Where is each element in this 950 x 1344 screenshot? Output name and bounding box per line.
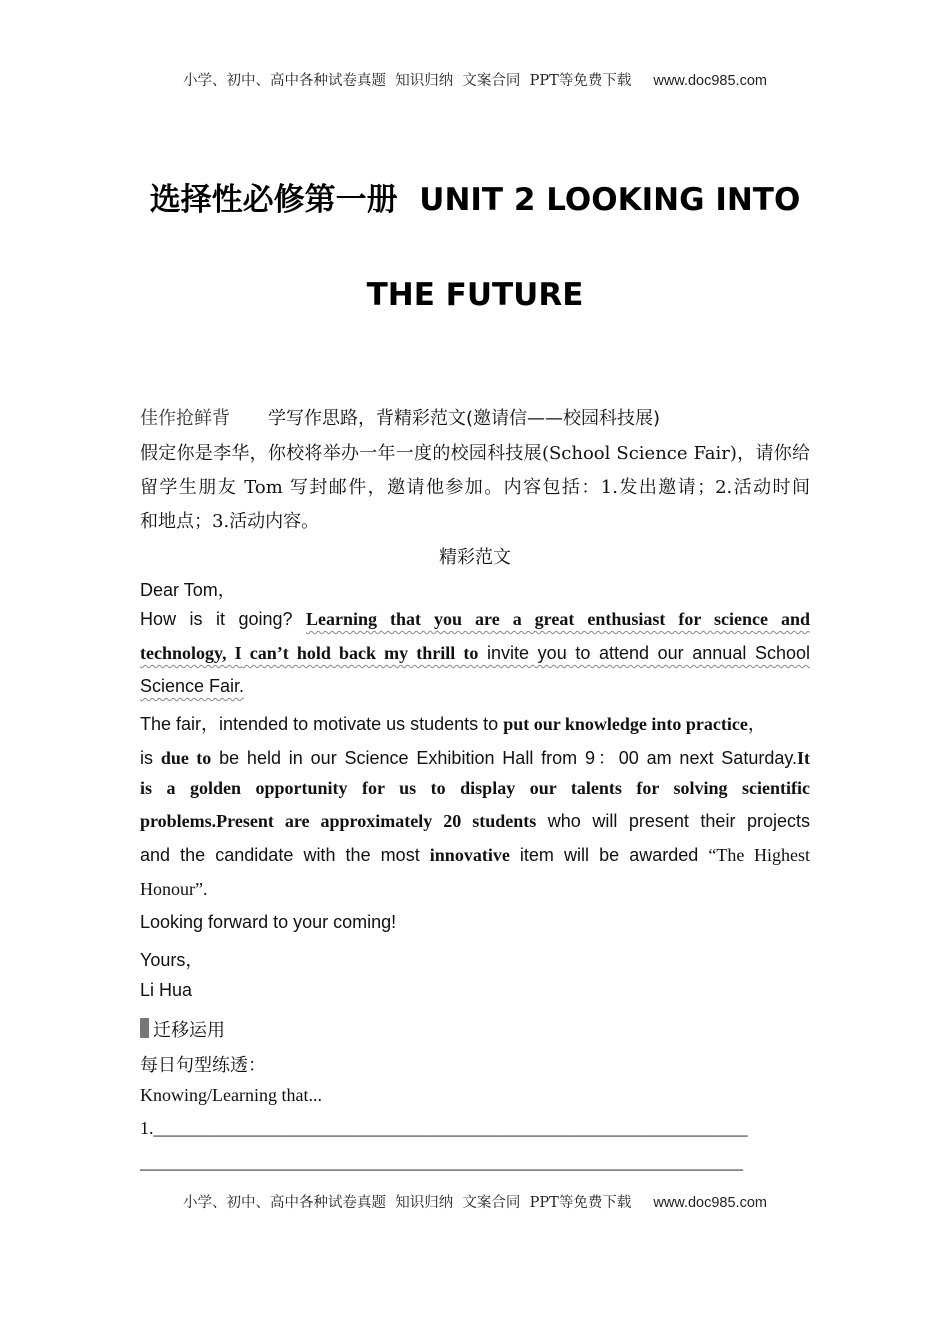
letter-p1-line-3	[140, 676, 810, 697]
task-line-3: 和地点；3.活动内容。	[140, 511, 320, 532]
text-run: and the candidate with the most	[140, 845, 430, 865]
sample-label: 精彩范文	[439, 547, 511, 568]
task-line-2: 留学生朋友 Tom 写封邮件，邀请他参加。内容包括：1.发出邀请；2.活动时间	[140, 477, 810, 498]
highlight-phrase: It	[797, 748, 811, 768]
letter-p2-line-3: is a golden opportunity for us to display our talents for solving scientific	[140, 778, 810, 798]
text-run: How is it going?	[140, 609, 307, 629]
text-run: Science Fair.	[140, 676, 245, 696]
letter-p2-line-4	[140, 811, 810, 832]
footer-text: 小学、初中、高中各种试卷真题 知识归纳 文案合同 PPT等免费下载	[183, 1195, 632, 1211]
practice-heading: 迁移运用	[153, 1020, 225, 1041]
title-line-2: THE FUTURE	[366, 277, 584, 313]
text-run: item will be awarded	[509, 845, 709, 865]
letter-signoff: Yours，	[140, 950, 204, 970]
text-run: who will present their projects	[536, 811, 810, 831]
practice-heading-row	[140, 1016, 810, 1042]
header-site-link[interactable]: www.doc985.com	[653, 73, 767, 89]
practice-item-1-continued: ___________________________________________________________________	[140, 1152, 743, 1172]
highlight-phrase: problems.Present are approximately 20 students	[140, 811, 537, 831]
footer-site-link[interactable]: www.doc985.com	[653, 1195, 767, 1211]
highlight-phrase: can’t hold back my thrill to	[241, 643, 479, 663]
sentence-pattern: Knowing/Learning that...	[140, 1085, 322, 1105]
letter-p1-line-2	[140, 643, 810, 664]
text-run: be held in our Science Exhibition Hall from 9：00 am next Saturday.	[211, 748, 798, 768]
section-heading-row	[140, 404, 810, 430]
practice-item-1: 1.__________________________________________________________________	[140, 1118, 748, 1138]
letter-p2-line-5	[140, 845, 810, 866]
header-text: 小学、初中、高中各种试卷真题 知识归纳 文案合同 PPT等免费下载	[183, 73, 632, 89]
practice-subheading: 每日句型练透：	[140, 1055, 266, 1076]
letter-p1-line-1	[140, 609, 810, 630]
task-line-1: 假定你是李华，你校将举办一年一度的校园科技展(School Science Fair)，请你给	[140, 443, 810, 464]
letter-signature: Li Hua	[140, 980, 193, 1000]
section-marker-icon	[140, 1018, 149, 1038]
title-line-1: 选择性必修第一册 UNIT 2 LOOKING INTO	[149, 182, 801, 218]
highlight-phrase: technology, I	[140, 643, 242, 663]
letter-p2-line-1	[140, 710, 810, 736]
highlight-phrase: Learning that you are a great enthusiast for science and	[306, 609, 810, 629]
highlight-phrase: innovative	[429, 845, 510, 865]
letter-p2-line-6: Honour”.	[140, 879, 208, 899]
highlight-phrase: due to	[160, 748, 212, 768]
letter-p2-line-2	[140, 744, 810, 770]
section-heading: 学写作思路，背精彩范文(邀请信——校园科技展)	[268, 408, 661, 429]
section-tag: 佳作抢鲜背	[140, 408, 230, 429]
highlight-phrase: put our knowledge into practice	[503, 714, 748, 734]
text-run: invite you to attend our annual School	[478, 643, 810, 663]
page-header	[0, 69, 950, 90]
text-run: ，	[747, 714, 766, 734]
text-run: is	[140, 748, 161, 768]
text-run: “The Highest	[708, 845, 810, 865]
letter-closing: Looking forward to your coming!	[140, 912, 397, 932]
page-footer	[0, 1191, 950, 1212]
text-run: The fair，intended to motivate us students to	[140, 714, 504, 734]
letter-greeting: Dear Tom，	[140, 580, 236, 600]
